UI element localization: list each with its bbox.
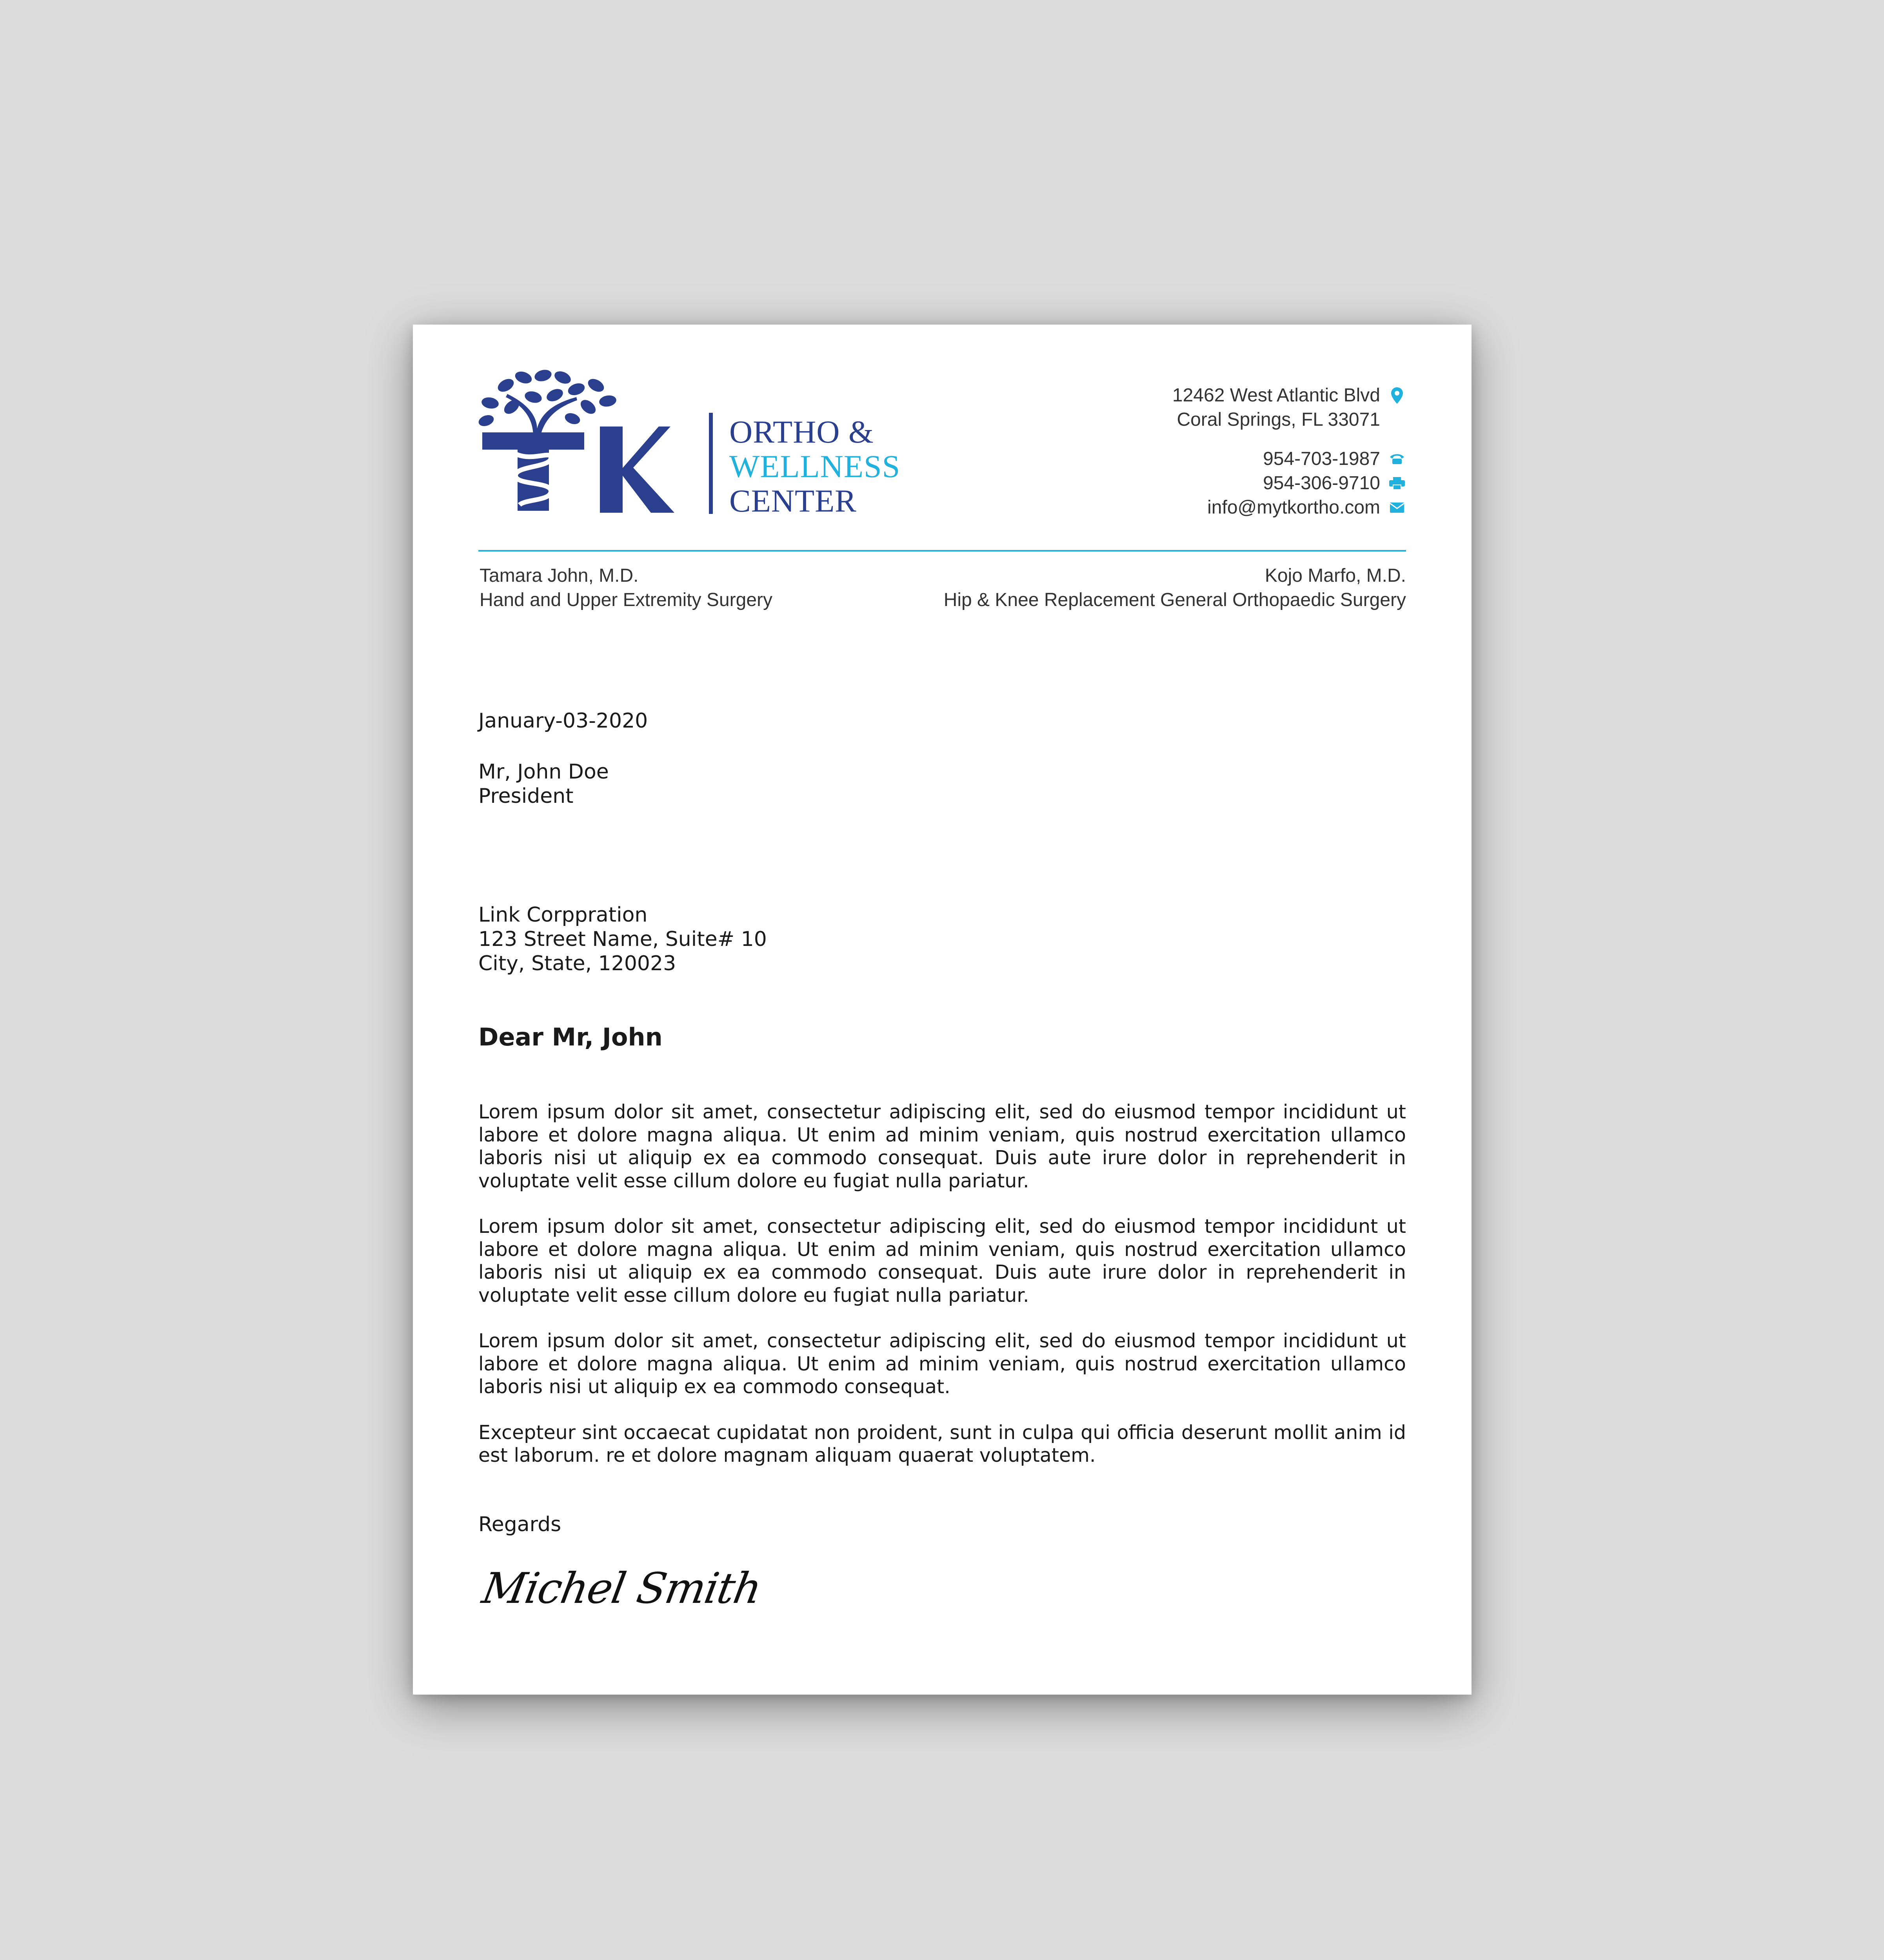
letter-body: [478, 1101, 1406, 1490]
fax-line: 954-306-9710: [1053, 471, 1406, 495]
doctor-left-name: Tamara John, M.D.: [480, 565, 639, 586]
company-logo: [478, 370, 910, 519]
phone-icon: [1388, 453, 1406, 465]
company-street: 123 Street Name, Suite# 10: [478, 927, 767, 951]
doctor-left-specialty: Hand and Upper Extremity Surgery: [480, 590, 772, 610]
logo-wordmark: [729, 415, 900, 518]
body-paragraph: Excepteur sint occaecat cupidatat non proident, sunt in culpa qui officia deserunt mollit anim id est laborum. re et dolore magnam aliquam quaerat voluptatem.: [478, 1421, 1406, 1466]
address-line-2: Coral Springs, FL 33071: [1177, 409, 1380, 430]
logo-line-center: CENTER: [729, 483, 857, 519]
body-paragraph: Lorem ipsum dolor sit amet, consectetur adipiscing elit, sed do eiusmod tempor incididunt ut labore et dolore magna aliqua. Ut enim ad minim veniam, quis nostrud exercitation ullamco laboris nisi ut aliquip ex ea commodo consequat.: [478, 1330, 1406, 1398]
address-line-1: 12462 West Atlantic Blvd: [1053, 383, 1406, 408]
letter-closing: Regards: [478, 1513, 561, 1536]
fax-icon: [1388, 477, 1406, 490]
recipient-name: Mr, John Doe: [478, 760, 609, 784]
company-city: City, State, 120023: [478, 952, 676, 975]
recipient-title: President: [478, 784, 574, 808]
letterhead-page: [413, 325, 1472, 1695]
body-paragraph: Lorem ipsum dolor sit amet, consectetur adipiscing elit, sed do eiusmod tempor incididunt ut labore et dolore magna aliqua. Ut enim ad minim veniam, quis nostrud exercitation ullamco laboris nisi ut aliquip ex ea commodo consequat. Duis aute irure dolor in reprehenderit in voluptate velit esse cillum dolore eu fugiat nulla pariatur.: [478, 1101, 1406, 1192]
letter-date: January-03-2020: [478, 709, 648, 733]
body-paragraph: Lorem ipsum dolor sit amet, consectetur adipiscing elit, sed do eiusmod tempor incididunt ut labore et dolore magna aliqua. Ut enim ad minim veniam, quis nostrud exercitation ullamco laboris nisi ut aliquip ex ea commodo consequat. Duis aute irure dolor in reprehenderit in voluptate velit esse cillum dolore eu fugiat nulla pariatur.: [478, 1215, 1406, 1307]
recipient-block: [478, 760, 1406, 808]
logo-divider: [709, 413, 713, 514]
doctor-right: [944, 564, 1406, 612]
company-address-block: [478, 903, 1406, 976]
contact-block: [1053, 383, 1406, 520]
location-pin-icon: [1388, 387, 1406, 404]
email-line[interactable]: info@mytkortho.com: [1053, 495, 1406, 520]
company-name: Link Corppration: [478, 903, 648, 927]
tk-tree-logo-icon: [478, 370, 674, 515]
header-divider: [478, 550, 1406, 552]
logo-line-wellness: WELLNESS: [729, 448, 901, 484]
mail-icon: [1388, 503, 1406, 513]
doctor-left: [480, 564, 772, 612]
doctor-right-name: Kojo Marfo, M.D.: [1264, 565, 1406, 586]
doctor-right-specialty: Hip & Knee Replacement General Orthopaedic Surgery: [943, 590, 1406, 610]
letter-greeting: Dear Mr, John: [478, 1023, 663, 1051]
signature: Michel Smith: [478, 1564, 765, 1613]
phone-line[interactable]: 954-703-1987: [1053, 447, 1406, 471]
logo-line-ortho: ORTHO &: [729, 414, 874, 450]
